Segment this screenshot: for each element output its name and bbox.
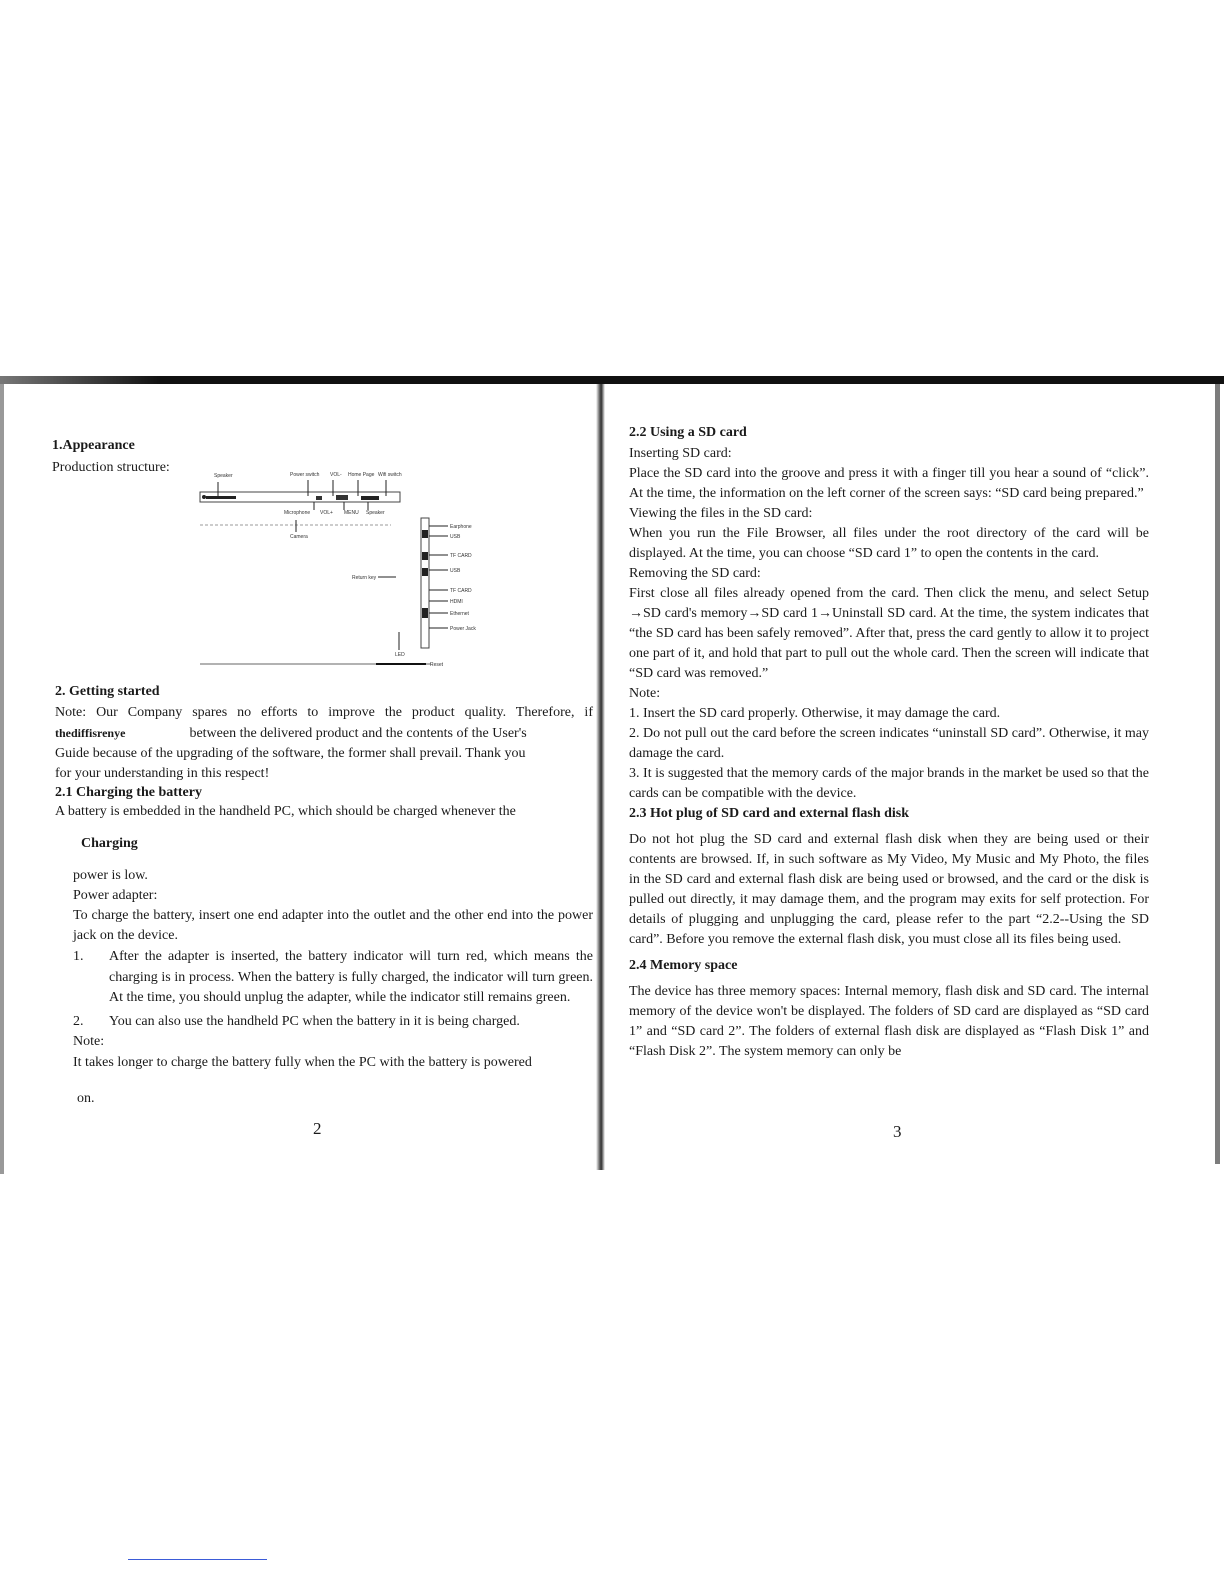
removing-label: Removing the SD card: [629, 566, 761, 581]
section-charging-title: 2.1 Charging the battery [55, 785, 202, 800]
hot-plug-text: Do not hot plug the SD card and external flash disk when they are being used or their contents are browsed. If, in such software as My Video, My Music and My Photo, the files in the SD card and external flash disk are being used or browsed, and the card or the disk is pulled out directly, it may damage them, and the program may exits for self protection. For details of plugging and unplugging the card, please refer to the part “2.2--Using the SD card”. Before you remove the external flash disk, you must close all its files being used. [629, 832, 1149, 947]
scan-left-edge [0, 384, 4, 1174]
label-tf-card-1: TF CARD [450, 553, 472, 559]
note-2-label: Note: [73, 1034, 105, 1049]
battery-embedded-text: A battery is embedded in the handheld PC, which should be charged whenever the [55, 804, 516, 819]
production-structure-label: Production structure: [52, 460, 170, 475]
sd-note-label: Note: [629, 686, 661, 701]
note-line-2-garbled: thediffisrenye [55, 726, 126, 740]
viewing-text: When you run the File Browser, all files under the root directory of the card will be displayed. At the time, you can choose “SD card 1” to open the contents in the card. [629, 526, 1149, 561]
charge-instructions: To charge the battery, insert one end adapter into the outlet and the other end into the power jack on the device. [73, 908, 593, 943]
label-reset: Reset [430, 662, 444, 668]
sd-note-item: 1. Insert the SD card properly. Otherwise, it may damage the card. [629, 706, 1001, 721]
page-number-right: 3 [893, 1122, 902, 1141]
label-camera: Camera [290, 534, 308, 540]
label-power-switch: Power switch [290, 472, 320, 478]
note-line-3: Guide because of the upgrading of the software, the former shall prevail. Thank you [55, 746, 526, 761]
list-item-number: 2. [73, 1013, 84, 1029]
note-line-4: for your understanding in this respect! [55, 766, 270, 781]
label-earphone: Earphone [450, 524, 472, 530]
label-usb-1: USB [450, 534, 461, 540]
sd-note-item: 3. It is suggested that the memory cards of the major brands in the market be used so that the cards can be compatible with the device. [629, 766, 1149, 801]
label-hdmi: HDMI [450, 599, 463, 605]
inserting-label: Inserting SD card: [629, 446, 732, 461]
scan-top-border [0, 376, 1224, 384]
inserting-text: Place the SD card into the groove and press it with a finger till you hear a sound of “click”. At the time, the information on the left corner of the screen says: “SD card being prepared.” [629, 466, 1149, 501]
section-getting-started-title: 2. Getting started [55, 684, 160, 699]
book-gutter [596, 384, 605, 1170]
right-page-body [629, 425, 1149, 1062]
label-power-jack: Power Jack [450, 626, 476, 632]
label-return-key: Return key [352, 575, 377, 581]
scan-right-edge [1215, 384, 1220, 1164]
note-2-on: on. [77, 1091, 95, 1106]
label-vol-plus: VOL+ [320, 510, 333, 516]
page-number-left: 2 [313, 1119, 322, 1138]
charging-heading: Charging [81, 836, 138, 851]
note-line-2 [55, 723, 593, 744]
label-vol-minus: VOL- [330, 472, 342, 478]
section-appearance-title: 1.Appearance [52, 438, 135, 453]
label-home-page: Home Page [348, 472, 375, 478]
note-line-2-rest: between the delivered product and the contents of the User's [189, 726, 527, 741]
device-structure-diagram [196, 470, 496, 680]
label-led: LED [395, 652, 405, 658]
label-tf-card-2: TF CARD [450, 588, 472, 594]
note-2-text: It takes longer to charge the battery fully when the PC with the battery is powered [73, 1055, 532, 1070]
memory-space-text: The device has three memory spaces: Internal memory, flash disk and SD card. The internal memory of the device won't be displayed. The folders of SD card are displayed as “SD card 1” and “SD card 2”. The folders of external flash disk are displayed as “Flash Disk 1” and “Flash Disk 2”. The system memory can only be [629, 984, 1149, 1059]
charging-details [55, 866, 593, 1109]
sd-note-item: 2. Do not pull out the card before the screen indicates “uninstall SD card”. Otherwise, it may damage the card. [629, 726, 1149, 761]
removing-text: First close all files already opened from the card. Then click the menu, and select Setup →SD card's memory→SD card 1→Uninstall SD card. At the time, the system indicates that “the SD card has been safely removed”. After that, press the card gently to allow it to project one part of it, and hold that part to pull out the whole card. Then the screen will indicate that “SD card was removed.” [629, 586, 1149, 681]
section-hot-plug-title: 2.3 Hot plug of SD card and external flash disk [629, 806, 910, 821]
note-line-1: Note: Our Company spares no efforts to improve the product quality. Therefore, if [55, 705, 593, 720]
left-page-body [55, 684, 593, 1109]
list-item [73, 1012, 593, 1033]
device-diagram-lines [196, 470, 496, 680]
scan-artifact-line [128, 1559, 267, 1560]
list-item [73, 947, 593, 1009]
label-speaker-top: Speaker [214, 473, 233, 479]
list-item-text: After the adapter is inserted, the battery indicator will turn red, which means the charging is in process. When the battery is fully charged, the indicator will turn green. At the time, you should unplug the adapter, while the indicator still remains green. [109, 949, 593, 1005]
label-speaker-bottom: Speaker [366, 510, 385, 516]
label-menu: MENU [344, 510, 359, 516]
list-item-text: You can also use the handheld PC when the battery in it is being charged. [109, 1013, 520, 1029]
list-item-number: 1. [73, 949, 84, 964]
label-usb-2: USB [450, 568, 461, 574]
label-microphone: Microphone [284, 510, 311, 516]
power-adapter-label: Power adapter: [73, 888, 158, 903]
power-low-text: power is low. [73, 868, 148, 883]
label-wifi-switch: Wifi switch [378, 472, 402, 478]
label-ethernet: Ethernet [450, 611, 469, 617]
section-memory-space-title: 2.4 Memory space [629, 958, 738, 973]
viewing-label: Viewing the files in the SD card: [629, 506, 813, 521]
scan-top-border-fade [0, 376, 160, 384]
section-sd-card-title: 2.2 Using a SD card [629, 425, 747, 440]
